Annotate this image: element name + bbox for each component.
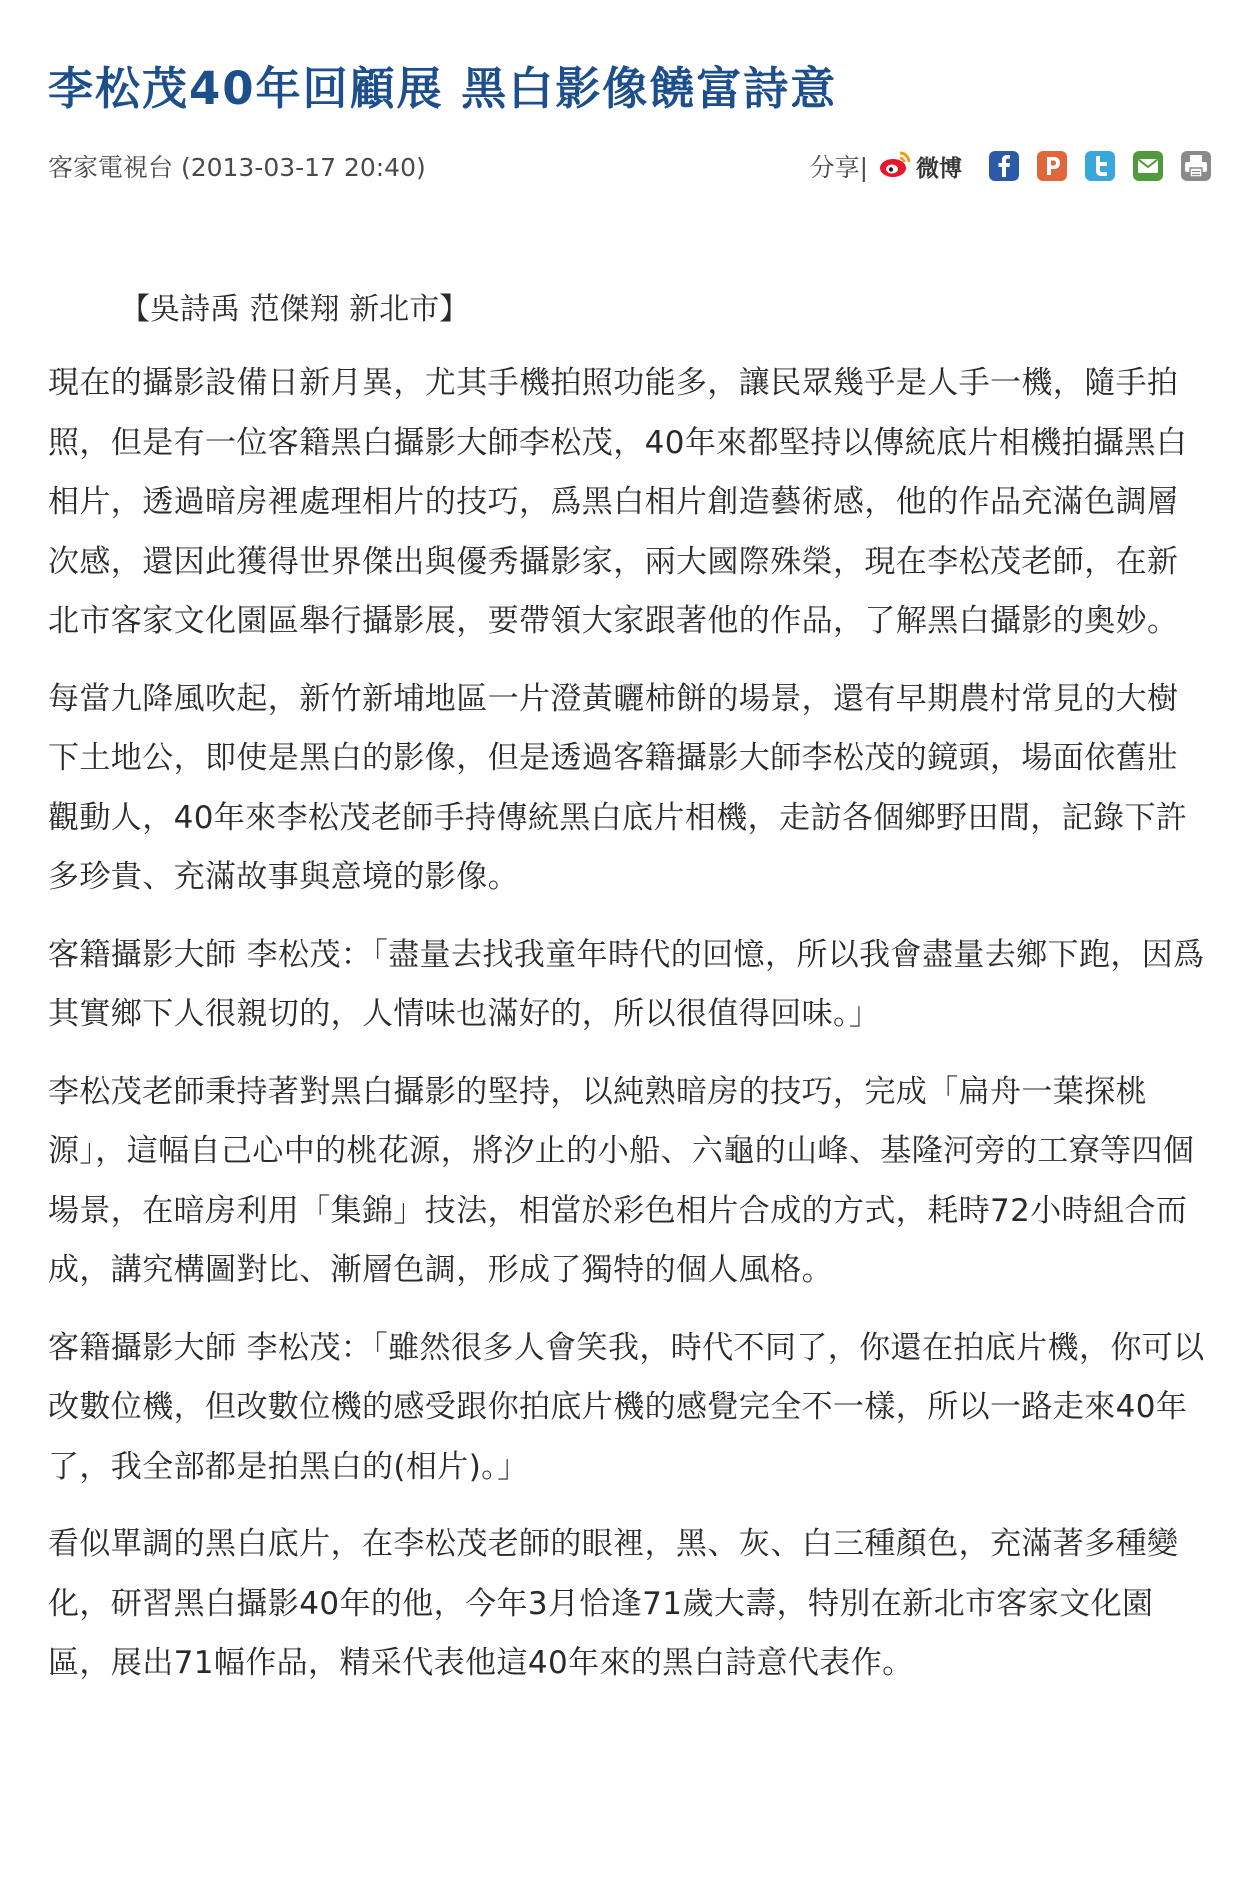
article-paragraph: 看似單調的黑白底片，在李松茂老師的眼裡，黑、灰、白三種顏色，充滿著多種變化，研習黑白攝影40年的他，今年3月恰逢71歲大壽，特別在新北市客家文化園區，展出71幅作品，精采代表他這40年來的黑白詩意代表作。 [48, 1526, 1179, 1681]
email-icon[interactable] [1132, 150, 1164, 182]
weibo-share-button[interactable] [878, 149, 962, 183]
article-title: 李松茂40年回顧展 黑白影像饒富詩意 [48, 62, 838, 115]
twitter-icon[interactable] [1084, 150, 1116, 182]
print-icon[interactable] [1180, 150, 1212, 182]
article-paragraph: 客籍攝影大師 李松茂：「雖然很多人會笑我，時代不同了，你還在拍底片機，你可以改數位機，但改數位機的感受跟你拍底片機的感覺完全不一樣，所以一路走來40年了，我全部都是拍黑白的(相片)。」 [48, 1329, 1205, 1485]
article-paragraph: 客籍攝影大師 李松茂：「盡量去找我童年時代的回憶，所以我會盡量去鄉下跑，因爲其實鄉下人很親切的，人情味也滿好的，所以很值得回味。」 [48, 936, 1205, 1032]
weibo-label: 微博 [916, 155, 962, 182]
article-paragraph: 每當九降風吹起，新竹新埔地區一片澄黃曬柿餅的場景，還有早期農村常見的大樹下土地公，即使是黑白的影像，但是透過客籍攝影大師李松茂的鏡頭，場面依舊壯觀動人，40年來李松茂老師手持傳統黑白底片相機，走訪各個鄉野田間，記錄下許多珍貴、充滿故事與意境的影像。 [48, 680, 1188, 895]
article-byline: 【吳詩禹 范傑翔 新北市】 [120, 292, 470, 327]
article-body [48, 288, 1208, 1712]
article-paragraph: 李松茂老師秉持著對黑白攝影的堅持，以純熟暗房的技巧，完成「扁舟一葉探桃源」，這幅自己心中的桃花源，將汐止的小船、六龜的山峰、基隆河旁的工寮等四個場景，在暗房利用「集錦」技法，相當於彩色相片合成的方式，耗時72小時組合而成，講究構圖對比、漸層色調，形成了獨特的個人風格。 [48, 1073, 1195, 1288]
share-label: 分享| [809, 153, 868, 182]
article-meta [48, 144, 1212, 188]
plurk-icon[interactable] [1036, 150, 1068, 182]
article-source: 客家電視台 (2013-03-17 20:40) [48, 153, 426, 182]
article-paragraph: 現在的攝影設備日新月異，尤其手機拍照功能多，讓民眾幾乎是人手一機，隨手拍照，但是有一位客籍黑白攝影大師李松茂，40年來都堅持以傳統底片相機拍攝黑白相片，透過暗房裡處理相片的技巧，爲黑白相片創造藝術感，他的作品充滿色調層次感，還因此獲得世界傑出與優秀攝影家，兩大國際殊榮，現在李松茂老師，在新北市客家文化園區舉行攝影展，要帶領大家跟著他的作品，了解黑白攝影的奧妙。 [48, 365, 1188, 639]
share-bar [810, 144, 1212, 188]
weibo-icon [878, 149, 912, 183]
facebook-icon[interactable] [988, 150, 1020, 182]
